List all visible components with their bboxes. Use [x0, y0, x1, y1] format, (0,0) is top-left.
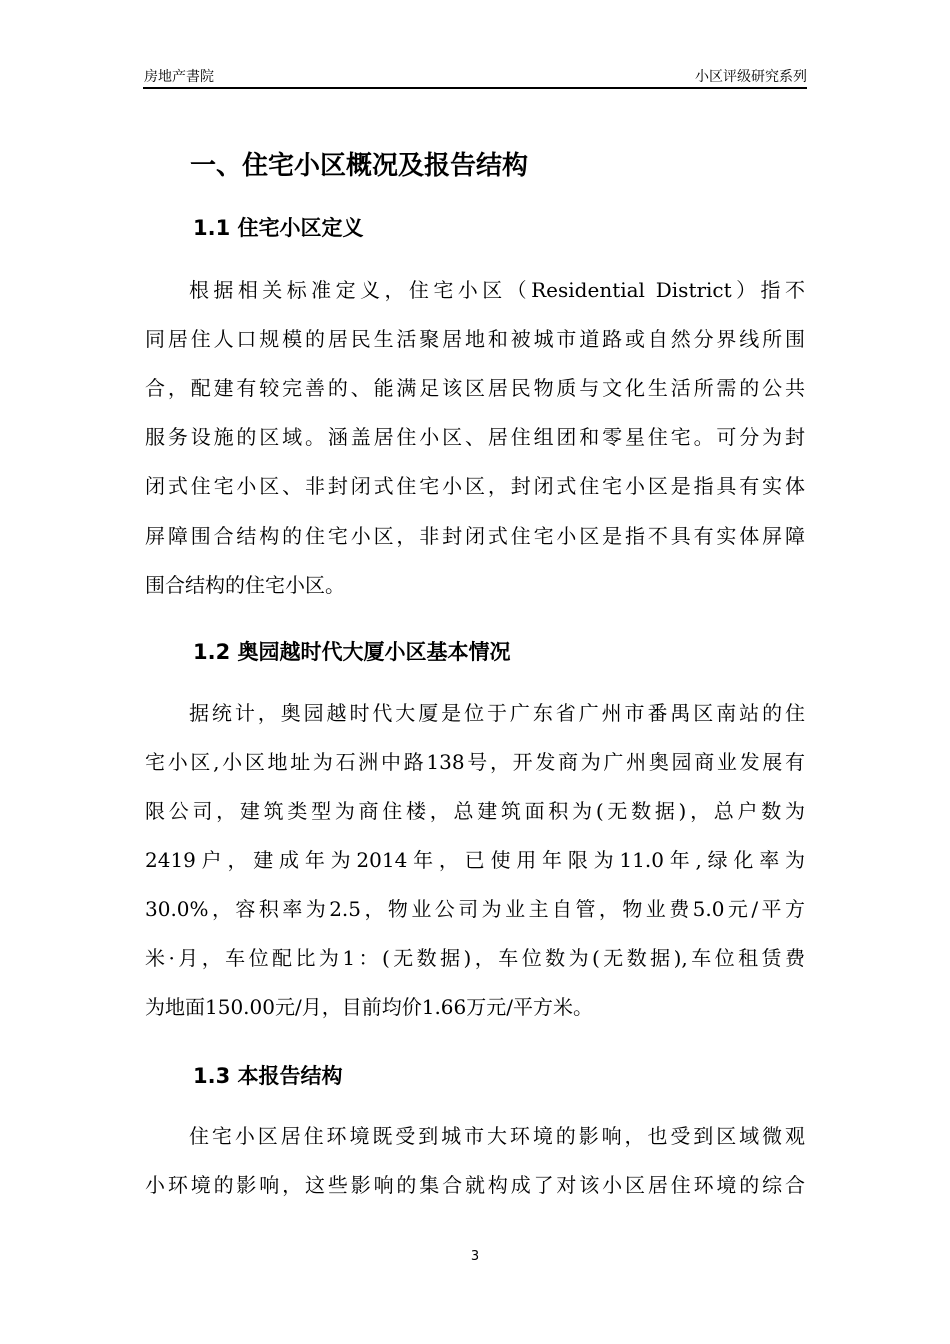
- paragraph-line: 30.0%，容积率为2.5，物业公司为业主自管，物业费5.0元/平方: [145, 897, 805, 921]
- paragraph-line: 根据相关标准定义，住宅小区（Residential District）指不: [189, 278, 805, 302]
- paragraph-line: 2419户，建成年为2014年，已使用年限为11.0年,绿化率为: [145, 848, 805, 872]
- section-heading: 1.2 奥园越时代大厦小区基本情况: [193, 640, 511, 664]
- page-number: 3: [470, 1249, 480, 1264]
- section-heading: 1.3 本报告结构: [193, 1064, 343, 1088]
- chapter-title: 一、住宅小区概况及报告结构: [190, 151, 529, 181]
- paragraph-line: 屏障围合结构的住宅小区，非封闭式住宅小区是指不具有实体屏障: [145, 524, 805, 548]
- paragraph-line: 宅小区,小区地址为石洲中路138号，开发商为广州奥园商业发展有: [145, 750, 805, 774]
- paragraph-line: 小环境的影响，这些影响的集合就构成了对该小区居住环境的综合: [145, 1173, 805, 1197]
- paragraph-line: 合，配建有较完善的、能满足该区居民物质与文化生活所需的公共: [145, 376, 805, 400]
- paragraph-line: 限公司，建筑类型为商住楼，总建筑面积为(无数据)，总户数为: [145, 799, 805, 823]
- paragraph-line: 为地面150.00元/月，目前均价1.66万元/平方米。: [145, 995, 593, 1019]
- paragraph-line: 围合结构的住宅小区。: [145, 573, 345, 597]
- paragraph-line: 服务设施的区域。涵盖居住小区、居住组团和零星住宅。可分为封: [145, 425, 805, 449]
- paragraph-line: 闭式住宅小区、非封闭式住宅小区，封闭式住宅小区是指具有实体: [145, 474, 805, 498]
- section-heading: 1.1 住宅小区定义: [193, 216, 364, 240]
- header-right: 小区评级研究系列: [695, 69, 807, 85]
- header-rule: [143, 87, 807, 89]
- paragraph-line: 同居住人口规模的居民生活聚居地和被城市道路或自然分界线所围: [145, 327, 805, 351]
- paragraph-line: 住宅小区居住环境既受到城市大环境的影响，也受到区域微观: [189, 1124, 805, 1148]
- header-left: 房地产書院: [144, 69, 214, 85]
- paragraph-line: 米·月，车位配比为1：(无数据)，车位数为(无数据),车位租赁费: [145, 946, 805, 970]
- paragraph-line: 据统计，奥园越时代大厦是位于广东省广州市番禺区南站的住: [189, 701, 805, 725]
